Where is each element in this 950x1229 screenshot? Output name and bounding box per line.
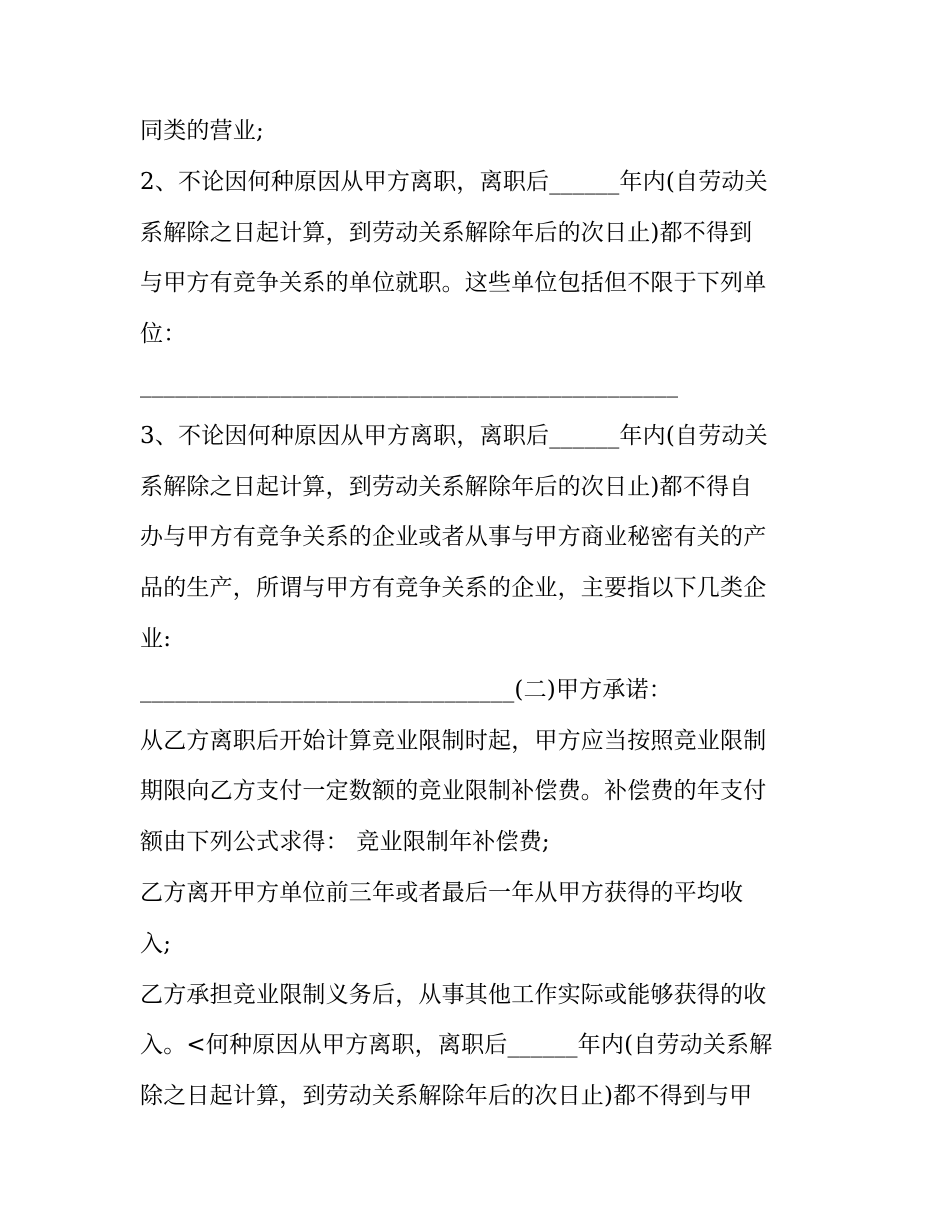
text-line: 与甲方有竞争关系的单位就职。这些单位包括但不限于下列单 [140, 270, 767, 297]
text-line: 业: [140, 625, 172, 652]
text-line: 从乙方离职后开始计算竞业限制时起，甲方应当按照竞业限制 [140, 727, 767, 754]
text-line: 除之日起计算，到劳动关系解除年后的次日止)都不得到与甲 [140, 1083, 753, 1110]
text-line: 期限向乙方支付一定数额的竞业限制补偿费。补偿费的年支付 [140, 778, 767, 805]
document-body [140, 106, 820, 1122]
text-line: 入; [140, 930, 172, 957]
text-line: 3、不论因何种原因从甲方离职，离职后______年内(自劳动关 [140, 422, 768, 449]
text-line: 办与甲方有竞争关系的企业或者从事与甲方商业秘密有关的产 [140, 524, 767, 551]
text-line: 品的生产，所谓与甲方有竞争关系的企业，主要指以下几类企 [140, 575, 767, 602]
blank-fill-line: ______________________________________________ [140, 371, 679, 398]
text-line: ________________________________(二)甲方承诺： [140, 676, 672, 703]
text-line: 入。<何种原因从甲方离职，离职后______年内(自劳动关系解 [140, 1032, 773, 1059]
text-line: 额由下列公式求得： 竞业限制年补偿费; [140, 829, 550, 856]
text-line: 乙方承担竞业限制义务后，从事其他工作实际或能够获得的收 [140, 981, 767, 1008]
text-line: 位： [140, 321, 187, 348]
text-line: 系解除之日起计算，到劳动关系解除年后的次日止)都不得自 [140, 473, 753, 500]
text-line: 乙方离开甲方单位前三年或者最后一年从甲方获得的平均收 [140, 879, 744, 906]
text-line: 系解除之日起计算，到劳动关系解除年后的次日止)都不得到 [140, 219, 753, 246]
text-line: 同类的营业; [140, 118, 264, 144]
text-line: 2、不论因何种原因从甲方离职，离职后______年内(自劳动关 [140, 168, 768, 195]
